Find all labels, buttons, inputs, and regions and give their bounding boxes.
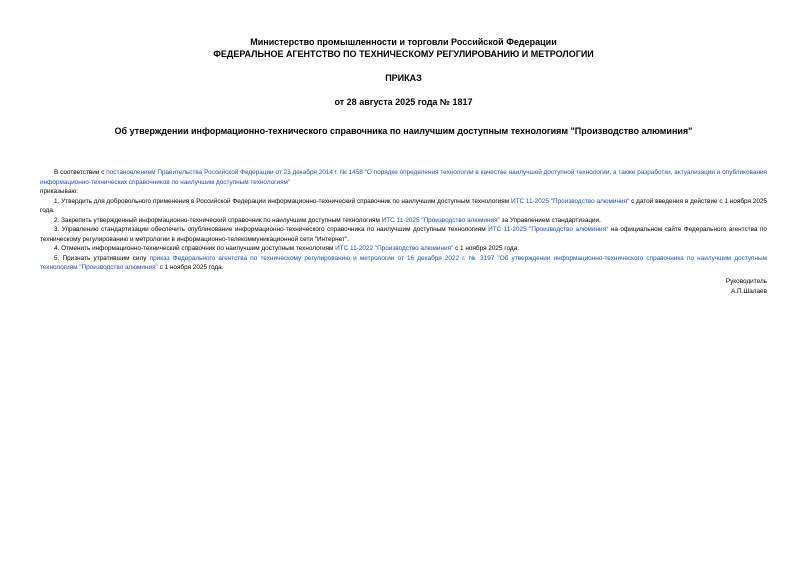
ministry-name: Министерство промышленности и торговли Российской Федерации [250,37,557,47]
paragraph-item-4 [40,244,767,254]
paragraph-item-1 [40,197,767,216]
item-5-text: 5. Признать утратившим силу [54,254,150,262]
item-3-text: 3. Управлению стандартизации обеспечить опубликование информационно-технического справочника по наилучшим доступным технологиям [54,226,489,233]
item-1-text: 1. Утвердить для добровольного применения в Российской Федерации информационно-технический справочник по наилучшим доступным технологиям [54,197,511,205]
signature-block [40,277,767,297]
date-number: от 28 августа 2025 года № 1817 [334,97,473,107]
item-5-tail: с 1 ноября 2025 года. [157,264,224,271]
document-body [40,168,767,273]
preamble-text: В соответствии с [54,169,107,176]
its-11-2025-link[interactable]: ИТС 11-2025 "Производство алюминия" [510,197,630,205]
item-4-tail: с 1 ноября 2025 года. [453,245,519,252]
its-11-2025-link-3[interactable]: ИТС 11-2025 "Производство алюминия" [488,226,609,233]
item-2-text: 2. Закрепить утвержденный информационно-технический справочник по наилучшим доступным технологиям [54,216,382,224]
its-11-2025-link-2[interactable]: ИТС 11-2025 "Производство алюминия" [381,216,500,224]
paragraph-item-5 [40,254,767,273]
document-type: ПРИКАЗ [385,73,422,83]
item-2-tail: за Управлением стандартизации. [499,216,601,224]
item-1-tail: с датой введения в действие с 1 ноября 2025 года. [40,197,767,214]
paragraph-item-3 [40,225,767,244]
agency-name: ФЕДЕРАЛЬНОЕ АГЕНТСТВО ПО ТЕХНИЧЕСКОМУ РЕГУЛИРОВАНИЮ И МЕТРОЛОГИИ [213,49,594,59]
signatory-name: А.П.Шалаев [730,287,767,295]
order-3197-link[interactable]: приказ Федерального агентства по техническому регулированию и метрологии от 16 декабря 2022 г. № 3197 "Об утверждении информационно-технического справочника по наилучшим доступным технологиям "Производство алюминия" [40,254,767,271]
document-title: Об утверждении информационно-технического справочника по наилучшим доступным технологиям "Производство алюминия" [114,126,693,136]
signatory-role: Руководитель [725,277,767,285]
item-4-text: 4. Отменить информационно-технический справочник по наилучшим доступным технологиям [54,245,336,252]
item-3-tail: на официальном сайте Федерального агентства по техническому регулированию и метрологии в информационно-телекоммуникационной сети "Интернет". [40,226,767,243]
paragraph-item-2 [40,216,767,226]
paragraph-order-word: приказываю: [40,188,78,195]
its-11-2022-link[interactable]: ИТС 11-2022 "Производство алюминия" [335,245,454,252]
resolution-link[interactable]: постановлением Правительства Российской Федерации от 23 декабря 2014 г. № 1458 "О порядке определения технологии в качестве наилучшей доступной технологии, а также разработки, актуализации и опубликования информационно-технических справочников по наилучшим доступным технологиям" [40,169,767,186]
paragraph-preamble [40,168,767,187]
